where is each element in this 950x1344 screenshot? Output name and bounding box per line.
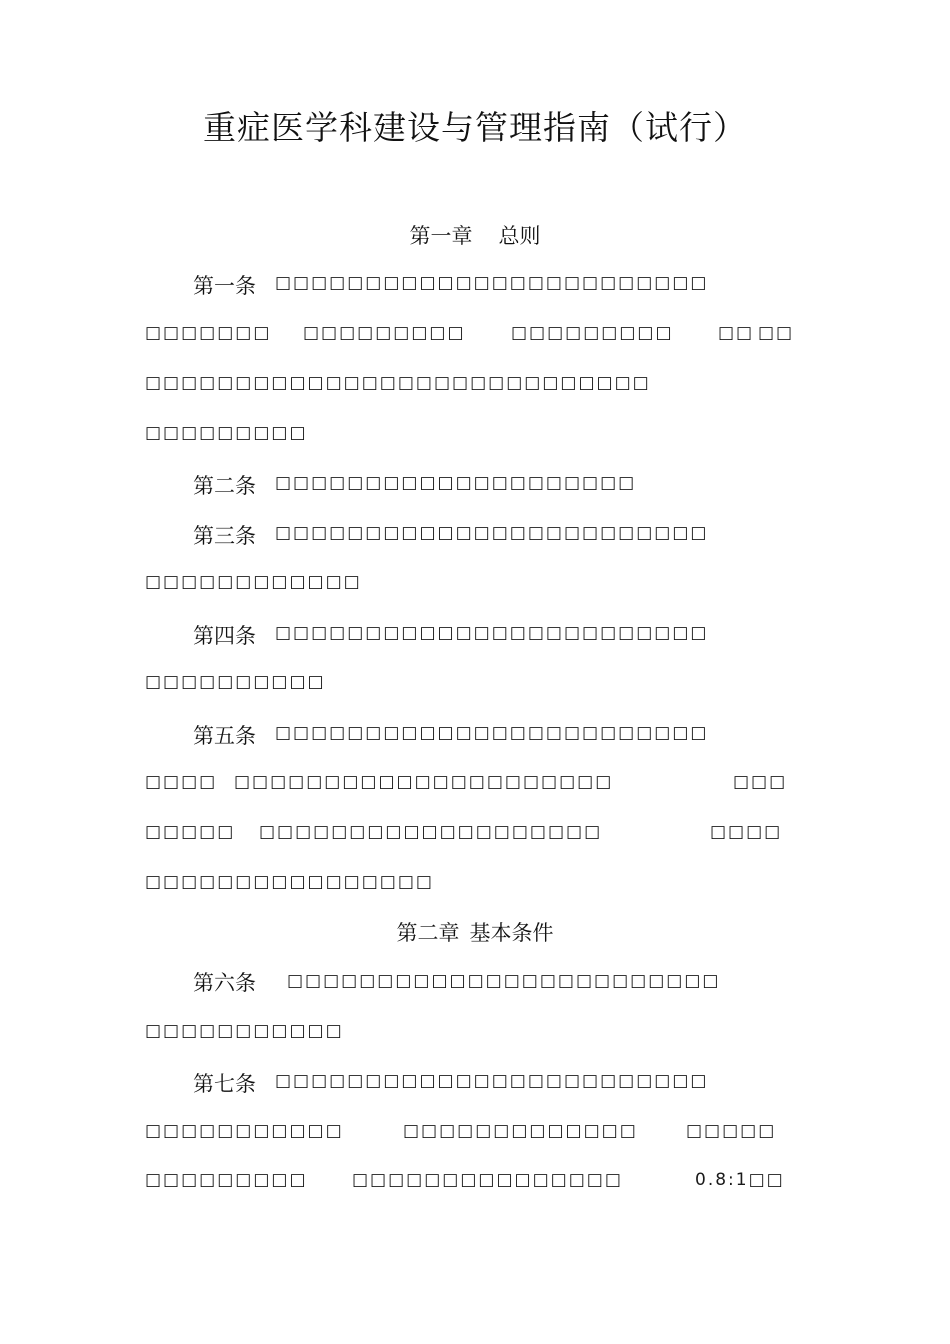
article-4-line-1: □□□□□□□□□□□□□□□□□□□□□□□□ — [275, 623, 709, 643]
article-7-line-2a: □□□□□□□□□□□ — [145, 1121, 344, 1141]
article-5-line-1: □□□□□□□□□□□□□□□□□□□□□□□□ — [275, 723, 709, 743]
article-7-line-3a: □□□□□□□□□ — [145, 1170, 308, 1190]
article-6-line-1: □□□□□□□□□□□□□□□□□□□□□□□□ — [287, 971, 721, 991]
document-title: 重症医学科建设与管理指南（试行） — [203, 108, 747, 147]
article-1-label: 第一条 — [193, 274, 256, 298]
article-7-line-3c: 0.8:1□□ — [695, 1170, 785, 1190]
chapter-1-name: 总则 — [498, 224, 541, 248]
article-2-label: 第二条 — [193, 474, 256, 498]
article-5-line-2c: □□□ — [733, 772, 788, 792]
article-7-line-2c: □□□□□ — [686, 1121, 777, 1141]
article-1-line-2a: □□□□□□□ — [145, 323, 272, 343]
article-7-line-1: □□□□□□□□□□□□□□□□□□□□□□□□ — [275, 1071, 709, 1091]
article-3-line-2: □□□□□□□□□□□□ — [145, 572, 362, 592]
chapter-1-heading — [0, 220, 950, 250]
article-4-label: 第四条 — [193, 624, 256, 648]
article-5-line-4: □□□□□□□□□□□□□□□□ — [145, 872, 434, 892]
article-5-line-3b: □□□□□□□□□□□□□□□□□□□ — [259, 822, 603, 842]
article-5-line-3c: □□□□ — [710, 822, 783, 842]
article-6-line-2: □□□□□□□□□□□ — [145, 1021, 344, 1041]
article-1-line-2e: □□ — [758, 323, 795, 343]
article-6-label: 第六条 — [193, 971, 256, 995]
article-1-line-3: □□□□□□□□□□□□□□□□□□□□□□□□□□□□ — [145, 373, 651, 393]
article-2-line-1: □□□□□□□□□□□□□□□□□□□□ — [275, 473, 637, 493]
article-5-label: 第五条 — [193, 724, 256, 748]
article-1-line-2d: □□ — [718, 323, 755, 343]
article-3-line-1: □□□□□□□□□□□□□□□□□□□□□□□□ — [275, 523, 709, 543]
ratio-text: 0.8:1 — [695, 1170, 749, 1190]
chapter-2-label: 第二章 — [396, 921, 460, 945]
chapter-1-label: 第一章 — [409, 224, 473, 248]
article-5-line-3a: □□□□□ — [145, 822, 236, 842]
article-7-label: 第七条 — [193, 1072, 256, 1096]
article-4-line-2: □□□□□□□□□□ — [145, 672, 326, 692]
article-5-line-2b: □□□□□□□□□□□□□□□□□□□□□ — [234, 772, 614, 792]
article-1-line-4: □□□□□□□□□ — [145, 423, 308, 443]
article-7-line-3b: □□□□□□□□□□□□□□□ — [352, 1170, 623, 1190]
article-1-line-1: □□□□□□□□□□□□□□□□□□□□□□□□ — [275, 273, 709, 293]
article-1-line-2b: □□□□□□□□□ — [303, 323, 466, 343]
article-5-line-2a: □□□□ — [145, 772, 218, 792]
article-3-label: 第三条 — [193, 524, 256, 548]
article-1-line-2c: □□□□□□□□□ — [511, 323, 674, 343]
chapter-2-name: 基本条件 — [469, 921, 554, 945]
chapter-2-heading — [0, 917, 950, 947]
article-7-line-2b: □□□□□□□□□□□□□ — [403, 1121, 638, 1141]
